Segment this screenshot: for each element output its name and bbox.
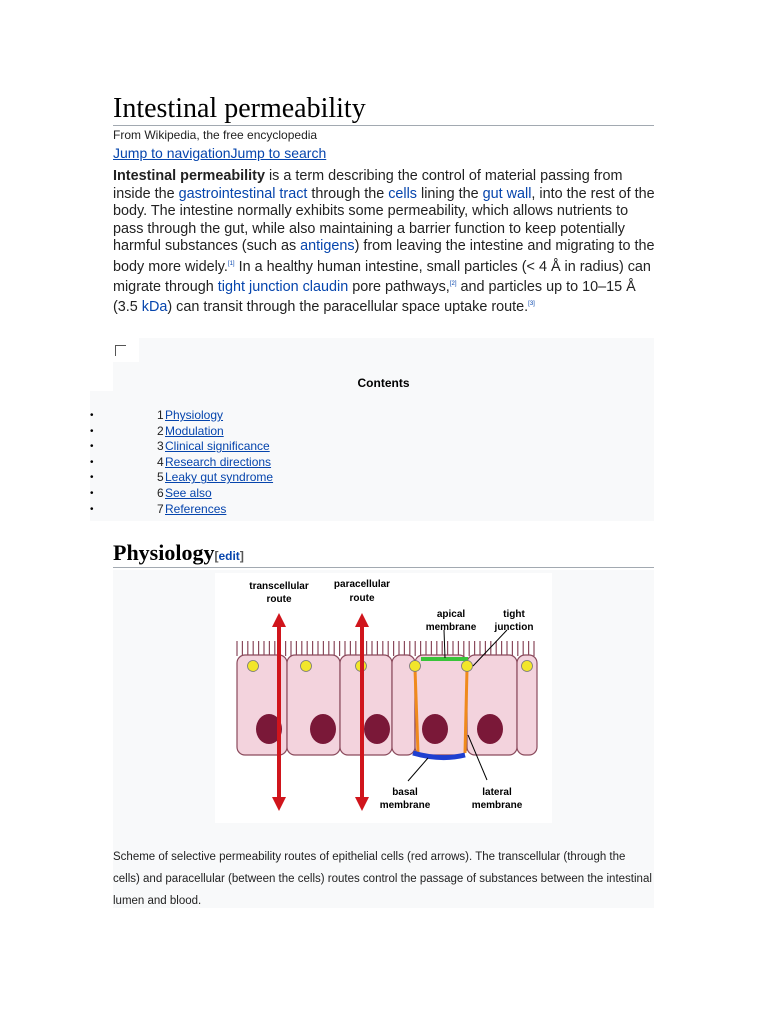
toc-number: 3	[157, 439, 164, 454]
link-gastrointestinal-tract[interactable]: gastrointestinal tract	[178, 185, 308, 202]
lead-paragraph	[113, 168, 661, 316]
toc-title: Contents	[357, 376, 410, 390]
toc-link[interactable]: References	[165, 501, 227, 516]
lead-text: is a term describing the control of material passing from inside the	[113, 168, 623, 202]
arrow-head-up	[355, 613, 369, 627]
tight-junction-dot	[462, 661, 473, 672]
label-transcellular-route: route	[266, 594, 292, 605]
link-kda[interactable]: kDa	[141, 298, 168, 315]
arrow-head-down	[272, 797, 286, 811]
cell-nucleus	[477, 714, 503, 744]
bullet-icon: •	[90, 441, 94, 453]
epithelial-diagram[interactable]	[215, 573, 552, 823]
toc-number: 2	[157, 423, 164, 438]
pointer-apical	[444, 630, 445, 658]
edit-section-link[interactable]: edit	[218, 549, 240, 563]
bullet-icon: •	[90, 503, 94, 515]
edit-section	[214, 549, 243, 563]
lead-text: through the	[307, 185, 389, 202]
toc-number: 7	[157, 501, 164, 516]
toc-link[interactable]: Modulation	[165, 423, 224, 438]
label-apical: apical	[436, 609, 466, 620]
link-antigens[interactable]: antigens	[300, 238, 355, 254]
lead-text: ) from leaving the intestine and migrating to the body more widely.	[113, 238, 655, 275]
jump-to-search-link[interactable]: Jump to search	[230, 145, 327, 161]
lateral-membrane-highlight	[465, 669, 467, 753]
arrow-head-up	[272, 613, 286, 627]
toc-number: 6	[157, 485, 164, 500]
label-lateral-membrane: membrane	[471, 800, 523, 811]
cell-nucleus	[310, 714, 336, 744]
label-tight-junction: junction	[494, 622, 534, 633]
toc-link[interactable]: Physiology	[165, 408, 224, 422]
reference-2[interactable]: [2]	[449, 280, 457, 287]
link-gut-wall[interactable]: gut wall	[482, 185, 532, 202]
bullet-icon: •	[90, 425, 94, 437]
link-tight-junction[interactable]: tight junction	[217, 278, 299, 295]
epithelial-cells	[237, 655, 537, 755]
section-heading-text: Physiology	[113, 540, 215, 565]
bullet-icon: •	[90, 487, 94, 499]
reference-3[interactable]: [3]	[528, 301, 535, 308]
toc-link[interactable]: Clinical significance	[165, 439, 270, 454]
page-title: Intestinal permeability	[113, 93, 366, 124]
edit-bracket-close: ]	[239, 549, 244, 563]
bullet-icon: •	[90, 472, 94, 484]
link-cells[interactable]: cells	[388, 185, 417, 202]
lead-text: , into the rest of the body. The intestine normally exhibits some permeability, which allows nutrients to pass through the gut, while also maintaining a barrier function to keep potentially harmful substances (such as	[113, 185, 655, 254]
tight-junction-dot	[301, 661, 312, 672]
arrow-head-down	[355, 797, 369, 811]
cell-nucleus	[422, 714, 448, 744]
label-apical-membrane: membrane	[425, 622, 477, 633]
pointer-basal	[408, 758, 428, 781]
label-paracellular-route: route	[349, 593, 375, 604]
label-tight: tight	[503, 609, 525, 620]
label-basal: basal	[392, 787, 418, 798]
toc-toggle-checkbox-icon[interactable]	[115, 345, 126, 356]
tight-junction-dot	[522, 661, 533, 672]
lead-text: lining the	[417, 185, 483, 202]
jump-to-navigation-link[interactable]: Jump to navigation	[113, 145, 231, 161]
edit-bracket-open: [	[214, 549, 219, 563]
bullet-icon: •	[90, 410, 94, 421]
toc-number: 4	[157, 454, 164, 469]
site-tagline: From Wikipedia, the free encyclopedia	[113, 128, 318, 142]
lead-term: Intestinal permeability	[113, 168, 265, 184]
toc-link[interactable]: Leaky gut syndrome	[165, 470, 274, 485]
epithelial-diagram-svg	[215, 573, 552, 823]
jump-links	[113, 144, 326, 162]
lead-text: In a healthy human intestine, small particles (< 4 Å in radius) can migrate through	[113, 258, 651, 295]
label-transcellular: transcellular	[249, 581, 309, 592]
lead-text: and particles up to 10–15 Å (3.5	[113, 278, 636, 315]
label-lateral: lateral	[482, 787, 512, 798]
label-paracellular: paracellular	[333, 579, 391, 590]
figure-thumbnail	[113, 570, 654, 908]
cell-body	[287, 655, 340, 755]
tight-junction-dot	[410, 661, 421, 672]
section-divider	[113, 567, 654, 568]
toc-link[interactable]: See also	[165, 485, 212, 500]
figure-caption: Scheme of selective permeability routes of epithelial cells (red arrows). The transcellular (through the cells) and paracellular (between the cells) routes control the passage of substances between the intestinal lumen and blood.	[113, 851, 652, 907]
title-divider	[113, 125, 654, 126]
bullet-icon: •	[90, 456, 94, 468]
lead-text: pore pathways,	[348, 278, 450, 295]
toc-number: 1	[157, 408, 164, 422]
label-basal-membrane: membrane	[379, 800, 431, 811]
reference-1[interactable]: [1]	[227, 260, 235, 267]
toc-link[interactable]: Research directions	[165, 454, 272, 469]
link-claudin[interactable]: claudin	[302, 278, 349, 295]
tight-junction-dot	[248, 661, 259, 672]
toc-number: 5	[157, 470, 164, 485]
cell-nucleus	[364, 714, 390, 744]
lead-text: ) can transit through the paracellular space uptake route.	[167, 298, 529, 315]
toc-toggle[interactable]	[113, 338, 139, 362]
